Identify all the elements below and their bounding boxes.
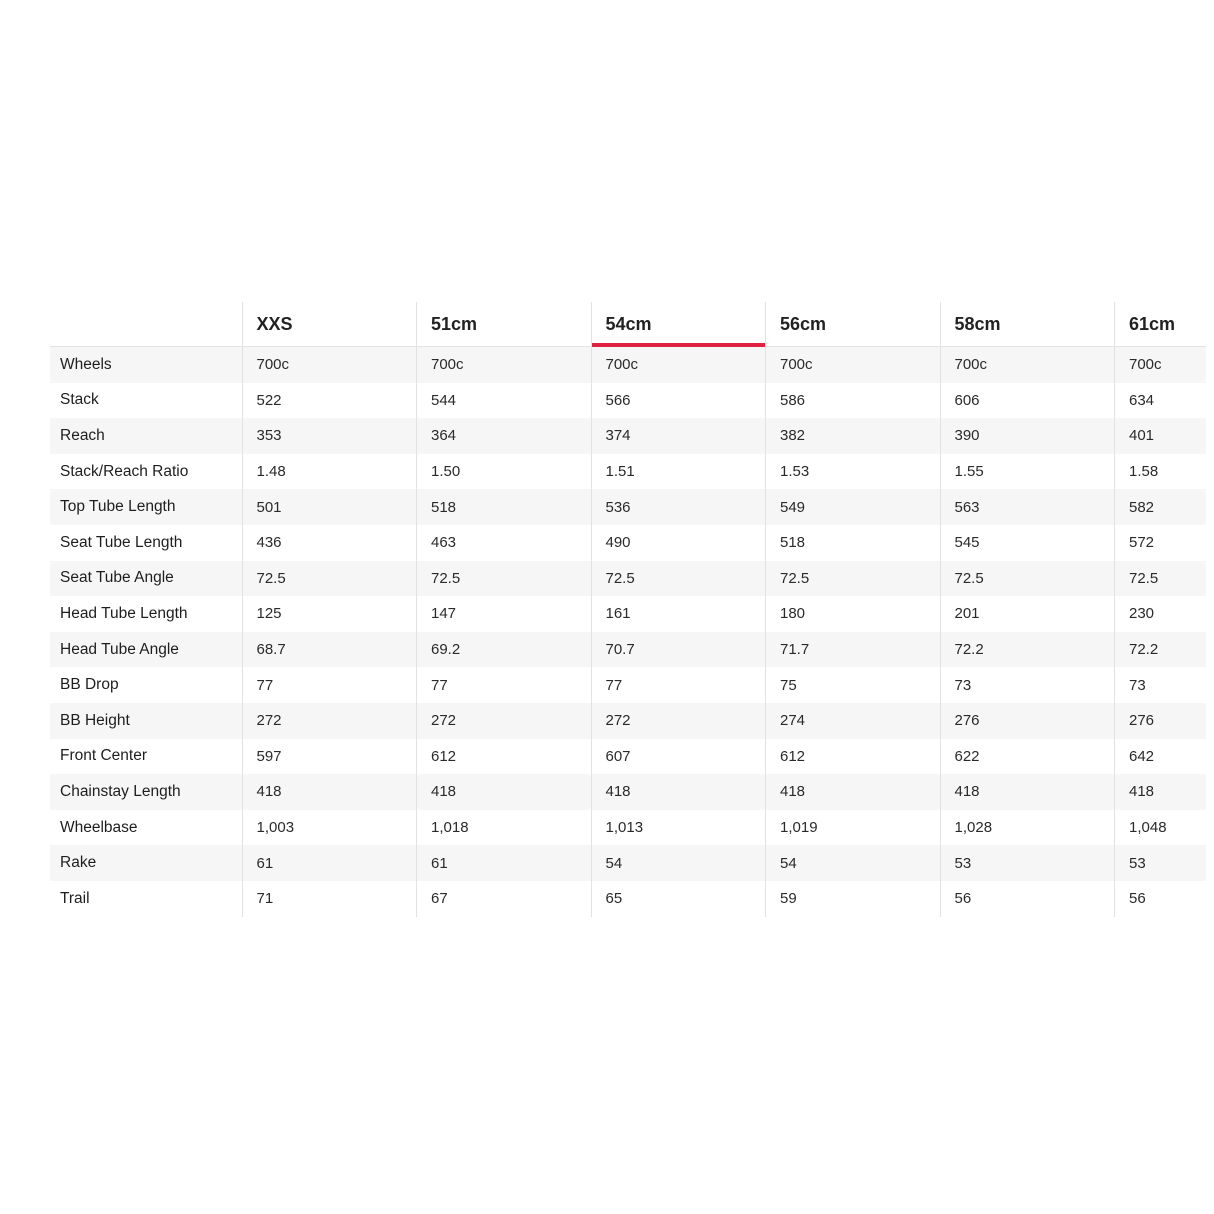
table-cell: 544 [417, 383, 592, 419]
geometry-table [50, 302, 1206, 917]
table-cell: 77 [242, 667, 417, 703]
table-cell: 54 [766, 845, 941, 881]
table-cell: 536 [591, 489, 766, 525]
table-cell: 68.7 [242, 632, 417, 668]
row-label: Stack [60, 391, 99, 409]
table-cell: 545 [940, 525, 1115, 561]
table-cell: 72.5 [242, 561, 417, 597]
table-cell: 61 [417, 845, 592, 881]
table-row [50, 845, 1206, 881]
table-cell: 518 [766, 525, 941, 561]
table-cell: 61 [242, 845, 417, 881]
table-cell: 72.5 [591, 561, 766, 597]
table-cell: 56 [1115, 881, 1206, 917]
table-cell: 272 [242, 703, 417, 739]
table-cell: 586 [766, 383, 941, 419]
table-cell: 1.48 [242, 454, 417, 490]
table-cell: 1.50 [417, 454, 592, 490]
table-cell: 597 [242, 739, 417, 775]
table-cell: 72.5 [417, 561, 592, 597]
table-cell: 276 [1115, 703, 1206, 739]
row-label: Wheels [50, 347, 242, 383]
table-cell: 374 [591, 418, 766, 454]
table-cell: 70.7 [591, 632, 766, 668]
table-cell: 418 [242, 774, 417, 810]
table-cell: 418 [1115, 774, 1206, 810]
table-row [50, 454, 1206, 490]
table-cell: 582 [1115, 489, 1206, 525]
table-cell: 518 [417, 489, 592, 525]
table-cell: 71 [242, 881, 417, 917]
table-row [50, 703, 1206, 739]
table-cell: 276 [940, 703, 1115, 739]
table-row [50, 561, 1206, 597]
table-cell: 180 [766, 596, 941, 632]
table-cell: 622 [940, 739, 1115, 775]
table-cell: 382 [766, 418, 941, 454]
table-cell: 1,028 [940, 810, 1115, 846]
size-tab-5[interactable]: 61cm [1115, 302, 1206, 347]
size-tab-4[interactable]: 58cm [940, 302, 1115, 347]
table-cell: 501 [242, 489, 417, 525]
table-row [50, 418, 1206, 454]
table-cell: 53 [1115, 845, 1206, 881]
table-row [50, 383, 1206, 419]
table-cell: 1,003 [242, 810, 417, 846]
table-cell: 69.2 [417, 632, 592, 668]
table-cell: 53 [940, 845, 1115, 881]
table-cell: 642 [1115, 739, 1206, 775]
table-cell: 572 [1115, 525, 1206, 561]
size-tab-3[interactable]: 56cm [766, 302, 941, 347]
geometry-table-container [50, 302, 1205, 917]
table-cell: 606 [940, 383, 1115, 419]
table-cell: 700c [940, 347, 1115, 383]
table-cell: 72.5 [940, 561, 1115, 597]
size-tab-1[interactable]: 51cm [417, 302, 592, 347]
table-row [50, 774, 1206, 810]
size-tab-2[interactable]: 54cm [591, 302, 766, 347]
table-cell: 700c [1115, 347, 1206, 383]
row-label: Seat Tube Length [60, 533, 183, 551]
size-tab-0[interactable]: XXS [242, 302, 417, 347]
table-row [50, 596, 1206, 632]
table-cell: 72.5 [1115, 561, 1206, 597]
table-cell: 72.2 [940, 632, 1115, 668]
table-cell: 1.51 [591, 454, 766, 490]
table-row [50, 810, 1206, 846]
table-row [50, 525, 1206, 561]
table-cell: 73 [1115, 667, 1206, 703]
row-label: Chainstay Length [50, 774, 242, 810]
table-cell: 54 [591, 845, 766, 881]
table-cell: 418 [940, 774, 1115, 810]
row-label: Head Tube Angle [50, 632, 242, 668]
table-row [50, 632, 1206, 668]
table-row [50, 739, 1206, 775]
row-label: BB Drop [60, 676, 119, 694]
row-label: Seat Tube Angle [50, 561, 242, 597]
table-cell: 612 [417, 739, 592, 775]
table-cell: 522 [242, 383, 417, 419]
table-cell: 56 [940, 881, 1115, 917]
row-label: BB Height [50, 703, 242, 739]
table-cell: 700c [417, 347, 592, 383]
table-cell: 607 [591, 739, 766, 775]
row-label: Reach [50, 418, 242, 454]
table-cell: 72.2 [1115, 632, 1206, 668]
table-cell: 75 [766, 667, 941, 703]
table-cell: 72.5 [766, 561, 941, 597]
table-row [50, 881, 1206, 917]
table-cell: 77 [417, 667, 592, 703]
row-label: Rake [50, 845, 242, 881]
table-cell: 274 [766, 703, 941, 739]
table-cell: 67 [417, 881, 592, 917]
table-cell: 272 [417, 703, 592, 739]
table-row [50, 489, 1206, 525]
table-cell: 436 [242, 525, 417, 561]
table-cell: 563 [940, 489, 1115, 525]
table-cell: 1.55 [940, 454, 1115, 490]
table-cell: 364 [417, 418, 592, 454]
table-cell: 125 [242, 596, 417, 632]
row-label: Front Center [60, 747, 148, 765]
size-header-row [50, 302, 1206, 347]
table-cell: 71.7 [766, 632, 941, 668]
table-cell: 1,013 [591, 810, 766, 846]
table-cell: 353 [242, 418, 417, 454]
table-cell: 700c [591, 347, 766, 383]
table-cell: 490 [591, 525, 766, 561]
table-cell: 418 [591, 774, 766, 810]
table-cell: 418 [766, 774, 941, 810]
table-cell: 390 [940, 418, 1115, 454]
table-cell: 272 [591, 703, 766, 739]
geometry-table-body [50, 347, 1206, 917]
table-row [50, 347, 1206, 383]
table-row [50, 667, 1206, 703]
table-cell: 1.58 [1115, 454, 1206, 490]
row-label: Top Tube Length [50, 489, 242, 525]
table-cell: 418 [417, 774, 592, 810]
table-cell: 401 [1115, 418, 1206, 454]
row-label: Trail [60, 889, 90, 907]
table-cell: 612 [766, 739, 941, 775]
row-label: Head Tube Length [60, 604, 188, 622]
table-cell: 1.53 [766, 454, 941, 490]
table-cell: 1,018 [417, 810, 592, 846]
corner-header-cell [50, 302, 242, 347]
row-label: Stack/Reach Ratio [60, 462, 189, 480]
table-cell: 65 [591, 881, 766, 917]
table-cell: 77 [591, 667, 766, 703]
table-cell: 700c [242, 347, 417, 383]
table-cell: 1,048 [1115, 810, 1206, 846]
table-cell: 700c [766, 347, 941, 383]
table-cell: 230 [1115, 596, 1206, 632]
table-cell: 634 [1115, 383, 1206, 419]
table-cell: 73 [940, 667, 1115, 703]
table-cell: 549 [766, 489, 941, 525]
table-cell: 59 [766, 881, 941, 917]
row-label: Wheelbase [60, 818, 138, 836]
table-cell: 1,019 [766, 810, 941, 846]
table-cell: 566 [591, 383, 766, 419]
table-cell: 161 [591, 596, 766, 632]
table-cell: 147 [417, 596, 592, 632]
table-cell: 201 [940, 596, 1115, 632]
table-cell: 463 [417, 525, 592, 561]
